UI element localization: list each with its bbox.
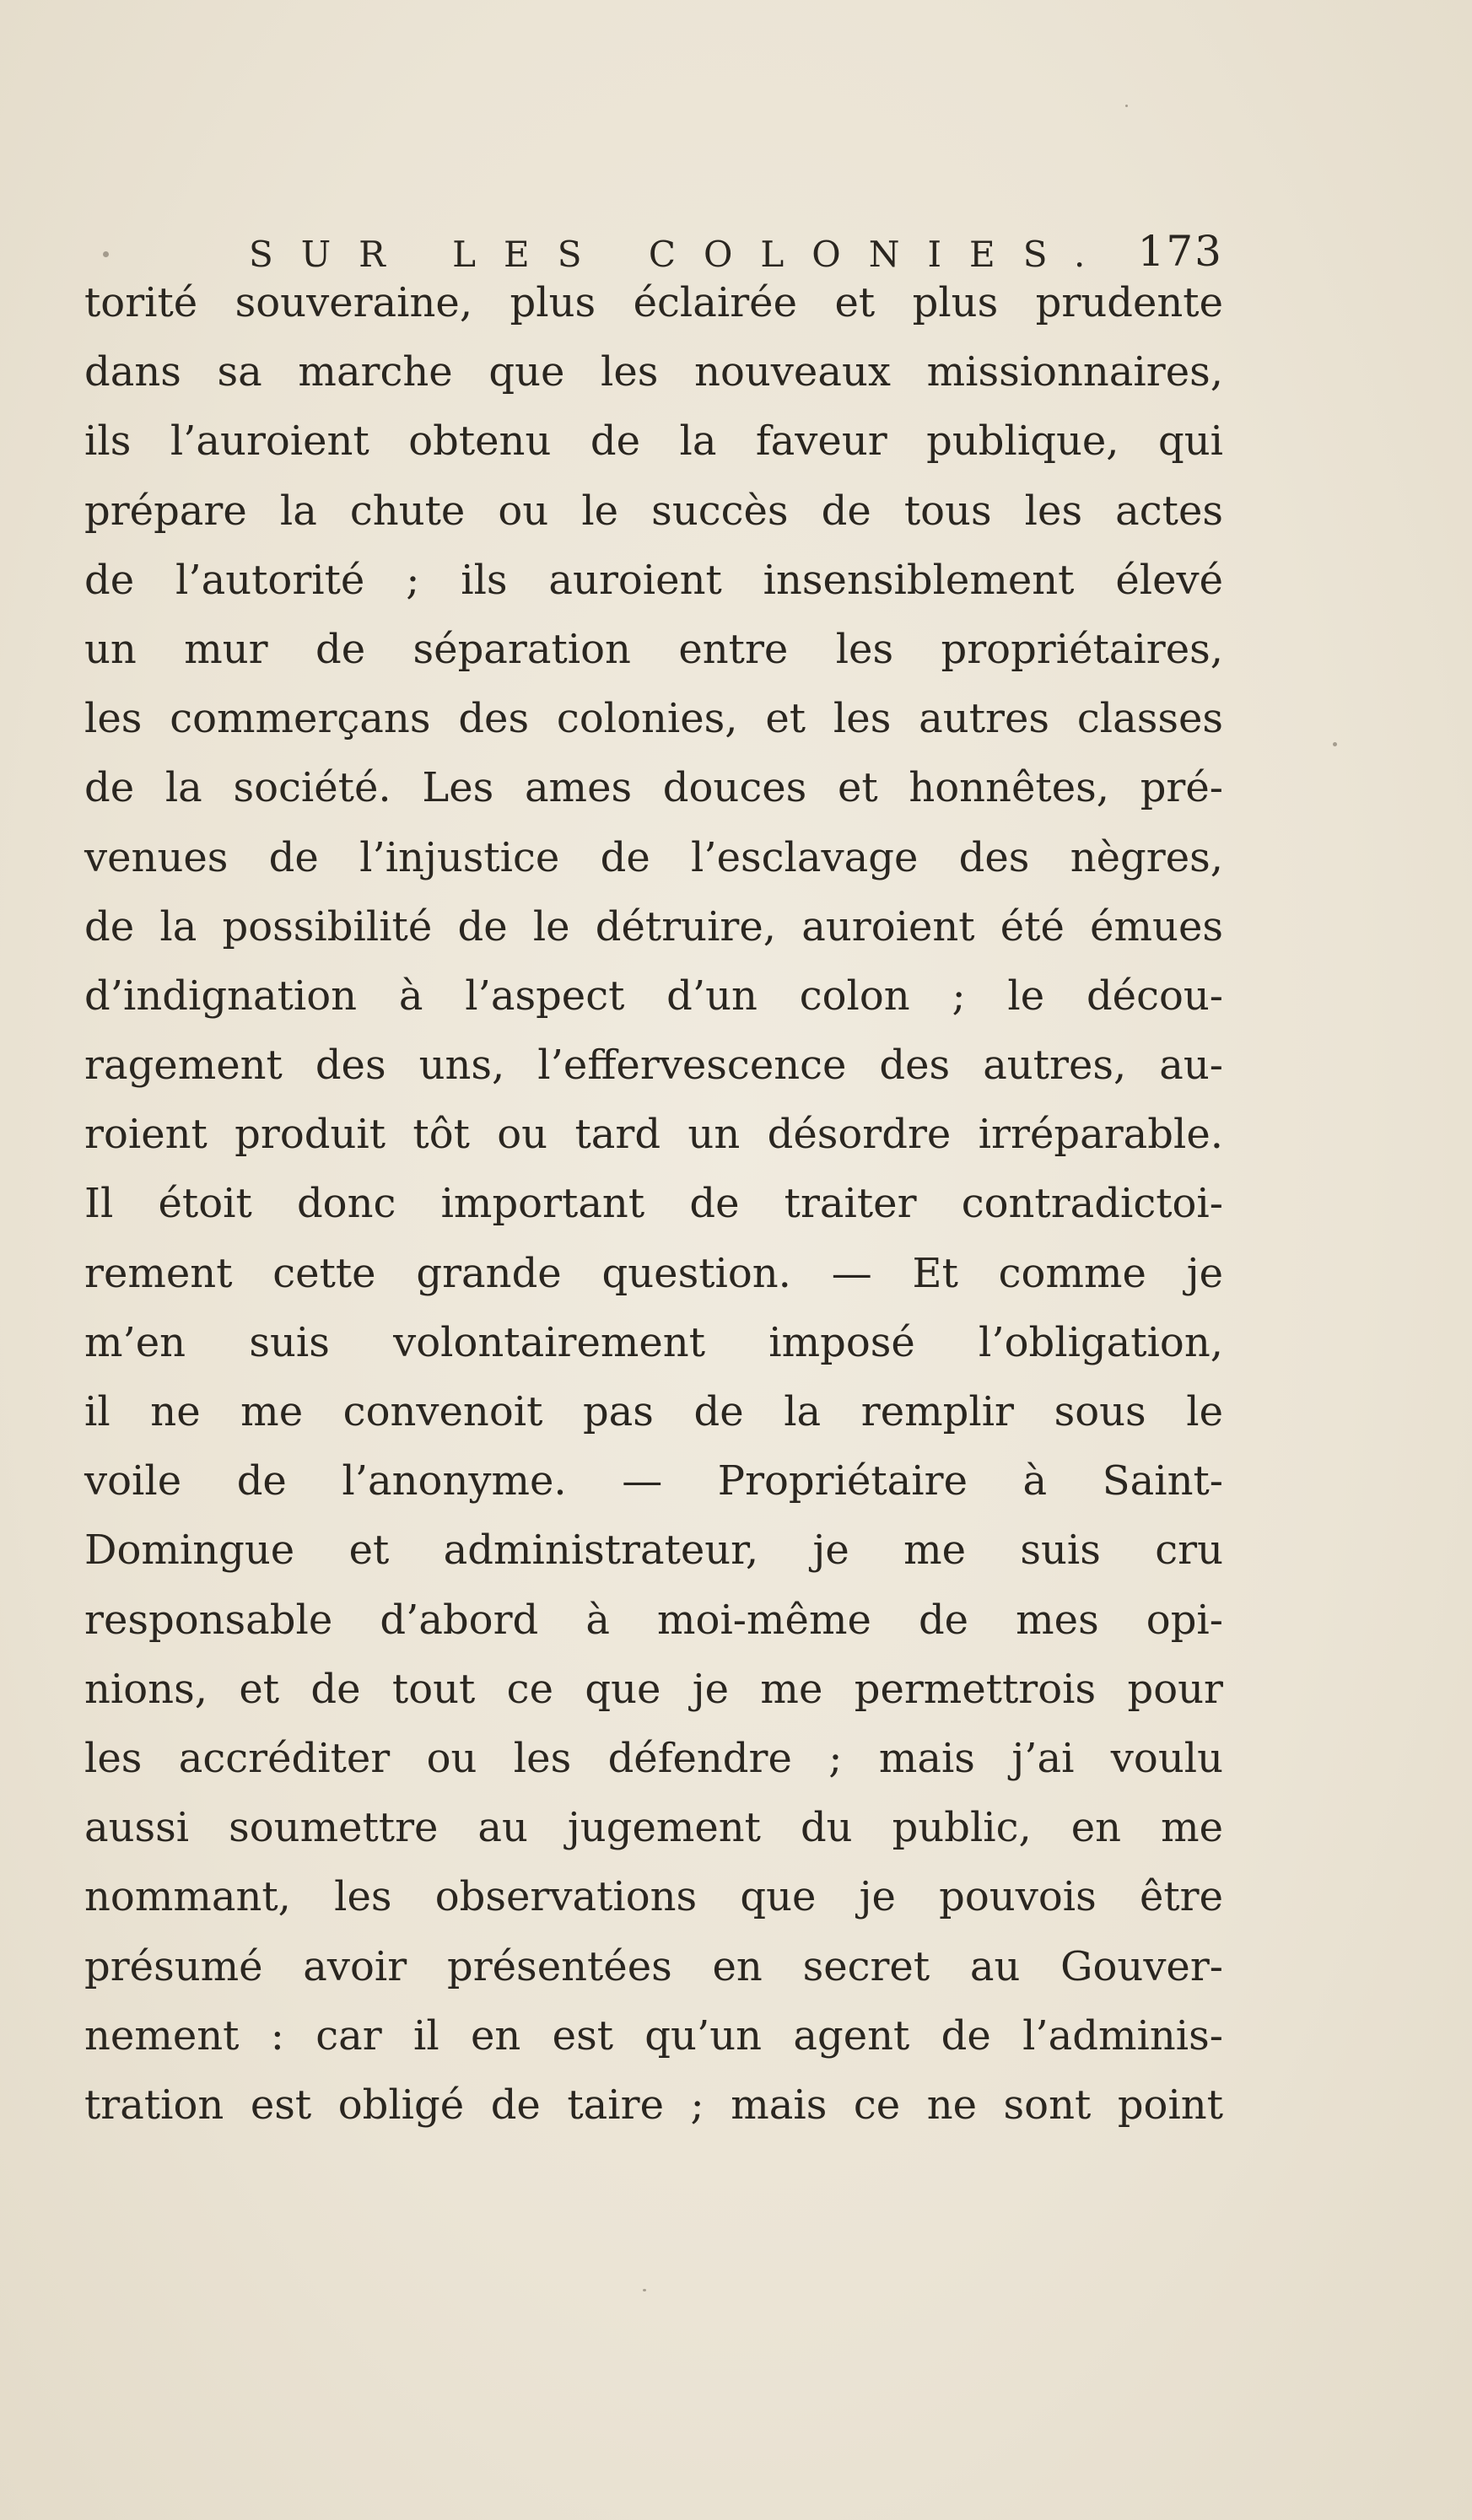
- body-text: [84, 268, 1223, 2140]
- text-line: dans sa marche que les nouveaux missionnaires,: [84, 348, 1223, 396]
- paper-speck: [1125, 105, 1128, 107]
- text-line: ils l’auroient obtenu de la faveur publique, qui: [84, 417, 1223, 466]
- text-line: ragement des uns, l’effervescence des autres, au-: [84, 1042, 1223, 1090]
- text-line: de l’autorité ; ils auroient insensiblement élevé: [84, 556, 1223, 604]
- text-line: torité souveraine, plus éclairée et plus prudente: [84, 279, 1223, 326]
- text-line: de la société. Les ames douces et honnêtes, pré-: [84, 764, 1223, 812]
- text-line: nement : car il en est qu’un agent de l’adminis-: [84, 2011, 1223, 2060]
- text-line: d’indignation à l’aspect d’un colon ; le décou-: [84, 972, 1223, 1020]
- text-line: m’en suis volontairement imposé l’obligation,: [84, 1318, 1223, 1366]
- text-line: rement cette grande question. — Et comme je: [84, 1249, 1223, 1297]
- page-number: 173: [1137, 227, 1223, 276]
- text-line: prépare la chute ou le succès de tous les actes: [84, 487, 1223, 535]
- text-line: Il étoit donc important de traiter contradictoi-: [84, 1180, 1223, 1228]
- paper-speck: [1333, 742, 1337, 746]
- text-line: nommant, les observations que je pouvois être: [84, 1873, 1223, 1921]
- text-line: venues de l’injustice de l’esclavage des nègres,: [84, 833, 1223, 881]
- text-line: aussi soumettre au jugement du public, en me: [84, 1804, 1223, 1852]
- text-line: tration est obligé de taire ; mais ce ne sont point: [84, 2081, 1223, 2129]
- text-line: voile de l’anonyme. — Propriétaire à Saint-: [84, 1457, 1223, 1505]
- running-title: SUR LES COLONIES.: [249, 234, 1113, 275]
- text-line: nions, et de tout ce que je me permettrois pour: [84, 1665, 1223, 1713]
- text-line: responsable d’abord à moi-même de mes opi-: [84, 1596, 1223, 1644]
- text-line: Domingue et administrateur, je me suis cru: [84, 1527, 1223, 1575]
- text-line: les commerçans des colonies, et les autres classes: [84, 695, 1223, 743]
- text-line: roient produit tôt ou tard un désordre irréparable.: [84, 1111, 1223, 1159]
- text-line: présumé avoir présentées en secret au Gouver-: [84, 1942, 1223, 1990]
- text-line: les accréditer ou les défendre ; mais j’ai voulu: [84, 1734, 1223, 1782]
- text-line: un mur de séparation entre les propriétaires,: [84, 625, 1223, 673]
- text-line: il ne me convenoit pas de la remplir sous le: [84, 1388, 1223, 1435]
- paper-speck: [643, 2289, 646, 2291]
- text-line: de la possibilité de le détruire, auroient été émues: [84, 902, 1223, 950]
